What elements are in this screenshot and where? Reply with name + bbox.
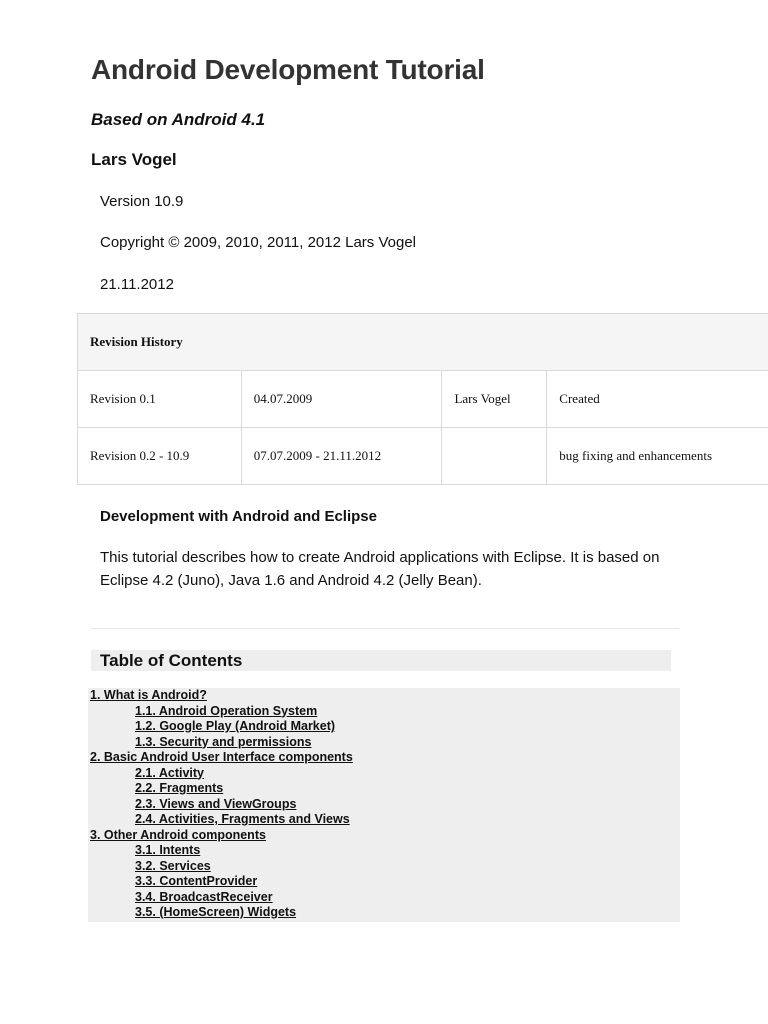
toc-link[interactable]: 3. Other Android components (90, 827, 266, 842)
page-title: Android Development Tutorial (91, 54, 485, 85)
abstract-heading: Development with Android and Eclipse (100, 508, 377, 525)
toc-item (90, 704, 353, 720)
toc-link[interactable]: 3.4. BroadcastReceiver (135, 889, 273, 904)
toc-link[interactable]: 3.3. ContentProvider (135, 874, 258, 888)
toc-link[interactable]: 2.2. Fragments (135, 781, 224, 795)
toc-item (90, 688, 353, 704)
toc-link[interactable]: 2.4. Activities, Fragments and Views (135, 812, 350, 826)
author-cell (442, 428, 547, 485)
toc-item (90, 890, 353, 906)
section-divider (91, 628, 679, 629)
toc-link[interactable]: 1. What is Android? (90, 688, 207, 702)
toc-link[interactable]: 2.1. Activity (135, 765, 205, 780)
toc-item (90, 797, 353, 813)
toc-item (90, 766, 353, 782)
copyright-text: Copyright © 2009, 2010, 2011, 2012 Lars Vogel (100, 234, 417, 251)
toc-item (90, 812, 353, 828)
date-cell: 04.07.2009 (241, 371, 442, 428)
toc-item (90, 843, 353, 859)
description-cell: Created (547, 371, 768, 428)
toc-item (90, 750, 353, 766)
revision-history-table (77, 313, 768, 485)
date-cell: 07.07.2009 - 21.11.2012 (241, 428, 442, 485)
table-of-contents (90, 688, 353, 921)
version-text: Version 10.9 (100, 193, 184, 210)
toc-link[interactable]: 3.1. Intents (135, 843, 201, 857)
toc-item (90, 905, 353, 921)
toc-item (90, 828, 353, 844)
toc-link[interactable]: 1.3. Security and permissions (135, 734, 312, 749)
toc-item (90, 735, 353, 751)
revision-history-heading: Revision History (78, 314, 768, 371)
toc-link[interactable]: 2. Basic Android User Interface components (90, 750, 353, 764)
abstract-text: This tutorial describes how to create Android applications with Eclipse. It is based on Eclipse 4.2 (Juno), Java 1.6 and Android 4.2 (Jelly Bean). (100, 549, 660, 589)
toc-link[interactable]: 1.1. Android Operation System (135, 703, 318, 718)
author-name: Lars Vogel (91, 150, 177, 169)
toc-title: Table of Contents (100, 651, 243, 670)
toc-link[interactable]: 1.2. Google Play (Android Market) (135, 719, 336, 733)
description-cell: bug fixing and enhancements (547, 428, 768, 485)
toc-item (90, 859, 353, 875)
toc-link[interactable]: 2.3. Views and ViewGroups (135, 796, 297, 811)
toc-link[interactable]: 3.5. (HomeScreen) Widgets (135, 905, 297, 919)
revision-history-header-row (78, 314, 768, 371)
table-row (78, 428, 768, 485)
subtitle: Based on Android 4.1 (91, 110, 266, 129)
toc-link[interactable]: 3.2. Services (135, 858, 211, 873)
toc-item (90, 781, 353, 797)
revision-cell: Revision 0.2 - 10.9 (78, 428, 242, 485)
toc-item (90, 874, 353, 890)
toc-item (90, 719, 353, 735)
table-row (78, 371, 768, 428)
date-text: 21.11.2012 (100, 276, 174, 293)
author-cell: Lars Vogel (442, 371, 547, 428)
revision-cell: Revision 0.1 (78, 371, 242, 428)
